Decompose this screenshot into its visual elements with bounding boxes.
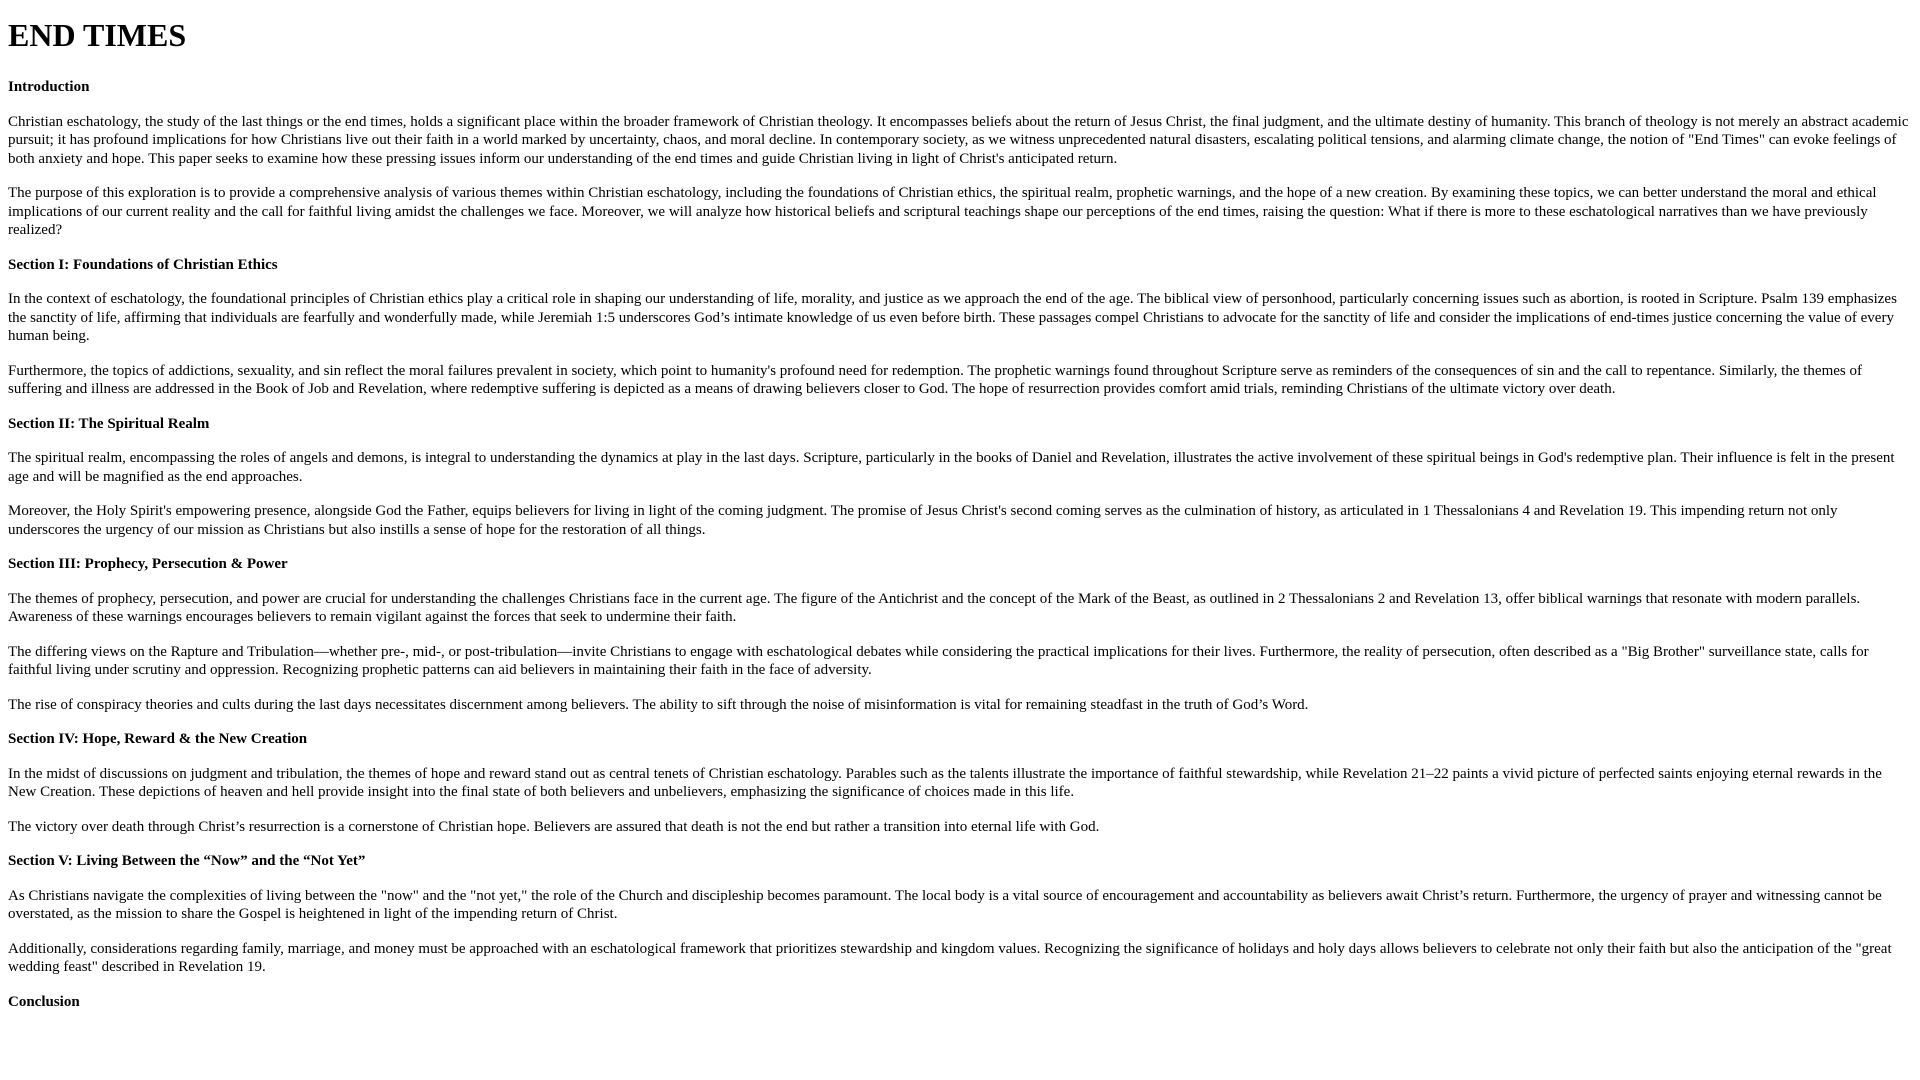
paragraph: As Christians navigate the complexities of living between the "now" and the "not yet," the role of the Church and discipleship becomes paramount. The local body is a vital source of encouragement and accountability as believers await Christ’s return. Furthermore, the urgency of prayer and witnessing cannot be overstated, as the mission to share the Gospel is heightened in light of the impending return of Christ.	[8, 887, 1882, 922]
paragraph: Furthermore, the topics of addictions, sexuality, and sin reflect the moral failures prevalent in society, which point to humanity's profound need for redemption. The prophetic warnings found throughout Scripture serve as reminders of the consequences of sin and the call to repentance. Similarly, the themes of suffering and illness are addressed in the Book of Job and Revelation, where redemptive suffering is depicted as a means of drawing believers closer to God. The hope of resurrection provides comfort amid trials, reminding Christians of the ultimate victory over death.	[8, 362, 1862, 397]
section-heading-introduction: Introduction	[8, 79, 90, 95]
paragraph: In the context of eschatology, the foundational principles of Christian ethics play a critical role in shaping our understanding of life, morality, and justice as we approach the end of the age. The biblical view of personhood, particularly concerning issues such as abortion, is rooted in Scripture. Psalm 139 emphasizes the sanctity of life, affirming that individuals are fearfully and wonderfully made, while Jeremiah 1:5 underscores God’s intimate knowledge of us even before birth. These passages compel Christians to advocate for the sanctity of life and consider the implications of end-times justice concerning the value of every human being.	[8, 291, 1897, 344]
paragraph: Moreover, the Holy Spirit's empowering presence, alongside God the Father, equips believers for living in light of the coming judgment. The promise of Jesus Christ's second coming serves as the culmination of history, as articulated in 1 Thessalonians 4 and Revelation 19. This impending return not only underscores the urgency of our mission as Christians but also instills a sense of hope for the restoration of all things.	[8, 503, 1838, 538]
paragraph: In the midst of discussions on judgment and tribulation, the themes of hope and reward stand out as central tenets of Christian eschatology. Parables such as the talents illustrate the importance of faithful stewardship, while Revelation 21–22 paints a vivid picture of perfected saints enjoying eternal rewards in the New Creation. These depictions of heaven and hell provide insight into the final state of both believers and unbelievers, emphasizing the significance of choices made in this life.	[8, 765, 1882, 800]
section-heading-christian-ethics: Section I: Foundations of Christian Ethics	[8, 256, 278, 273]
section-heading-now-not-yet: Section V: Living Between the “Now” and the “Not Yet”	[8, 853, 366, 869]
paragraph: The themes of prophecy, persecution, and power are crucial for understanding the challenges Christians face in the current age. The figure of the Antichrist and the concept of the Mark of the Beast, as outlined in 2 Thessalonians 2 and Revelation 13, offer biblical warnings that resonate with modern parallels. Awareness of these warnings encourages believers to remain vigilant against the forces that seek to undermine their faith.	[8, 590, 1861, 625]
paragraph: Additionally, considerations regarding family, marriage, and money must be approached with an eschatological framework that prioritizes stewardship and kingdom values. Recognizing the significance of holidays and holy days allows believers to celebrate not only their faith but also the anticipation of the "great wedding feast" described in Revelation 19.	[8, 940, 1892, 975]
paragraph: The victory over death through Christ’s resurrection is a cornerstone of Christian hope. Believers are assured that death is not the end but rather a transition into eternal life with God.	[8, 818, 1100, 835]
section-heading-hope-reward: Section IV: Hope, Reward & the New Creation	[8, 731, 308, 747]
document-title: END TIMES	[8, 17, 187, 53]
paragraph: Christian eschatology, the study of the last things or the end times, holds a significant place within the broader framework of Christian theology. It encompasses beliefs about the return of Jesus Christ, the final judgment, and the ultimate destiny of humanity. This branch of theology is not merely an abstract academic pursuit; it has profound implications for how Christians live out their faith in a world marked by uncertainty, chaos, and moral decline. In contemporary society, as we witness unprecedented natural disasters, escalating political tensions, and alarming climate change, the notion of "End Times" can evoke feelings of both anxiety and hope. This paper seeks to examine how these pressing issues inform our understanding of the end times and guide Christian living in light of Christ's anticipated return.	[8, 113, 1909, 167]
paragraph: The spiritual realm, encompassing the roles of angels and demons, is integral to understanding the dynamics at play in the last days. Scripture, particularly in the books of Daniel and Revelation, illustrates the active involvement of these spiritual beings in God's redemptive plan. Their influence is felt in the present age and will be magnified as the end approaches.	[8, 450, 1895, 485]
section-heading-conclusion: Conclusion	[8, 993, 80, 1010]
paragraph: The rise of conspiracy theories and cults during the last days necessitates discernment among believers. The ability to sift through the noise of misinformation is vital for remaining steadfast in the truth of God’s Word.	[8, 696, 1309, 713]
section-heading-prophecy: Section III: Prophecy, Persecution & Power	[8, 556, 288, 572]
section-heading-spiritual-realm: Section II: The Spiritual Realm	[8, 415, 210, 432]
paragraph: The differing views on the Rapture and Tribulation—whether pre-, mid-, or post-tribulation—invite Christians to engage with eschatological debates while considering the practical implications for their lives. Furthermore, the reality of persecution, often described as a "Big Brother" surveillance state, calls for faithful living under scrutiny and oppression. Recognizing prophetic patterns can aid believers in maintaining their faith in the face of adversity.	[8, 643, 1869, 678]
paragraph: The purpose of this exploration is to provide a comprehensive analysis of various themes within Christian eschatology, including the foundations of Christian ethics, the spiritual realm, prophetic warnings, and the hope of a new creation. By examining these topics, we can better understand the moral and ethical implications of our current reality and the call for faithful living amidst the challenges we face. Moreover, we will analyze how historical beliefs and scriptural teachings shape our perceptions of the end times, raising the question: What if there is more to these eschatological narratives than we have previously realized?	[8, 185, 1877, 238]
